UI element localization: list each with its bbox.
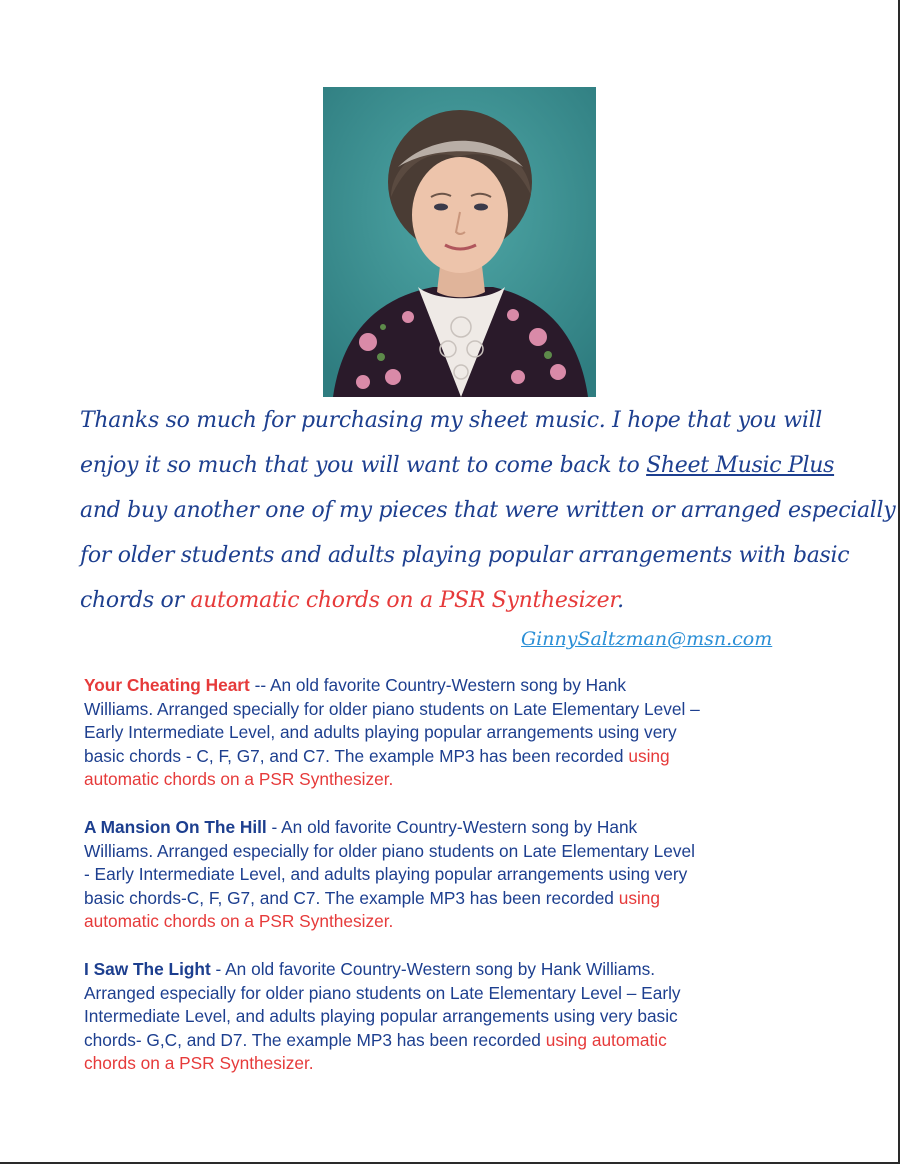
song-line-3: - Early Intermediate Level, and adults playing popular arrangements using very: [84, 864, 688, 884]
song-description: [84, 958, 814, 1076]
song-line-1: [84, 674, 814, 698]
song-line-4: [84, 887, 814, 911]
song-title: A Mansion On The Hill: [84, 817, 267, 837]
song-line-5: chords on a PSR Synthesizer.: [84, 1053, 314, 1073]
song-line-1-text: - An old favorite Country-Western song by Hank Williams.: [210, 959, 656, 979]
song-line-4-red: using automatic: [545, 1029, 667, 1050]
song-line-5: automatic chords on a PSR Synthesizer.: [84, 769, 394, 789]
intro-line-2-text: enjoy it so much that you will want to come back to: [80, 453, 647, 478]
song-line-4-text: chords- G,C, and D7. The example MP3 has been recorded: [84, 1029, 546, 1050]
song-line-3: Intermediate Level, and adults playing popular arrangements using very basic: [84, 1006, 678, 1026]
song-line-4: [84, 1029, 814, 1053]
sheet-music-plus-link[interactable]: Sheet Music Plus: [646, 453, 835, 478]
song-line-1: [84, 958, 814, 982]
song-line-5: automatic chords on a PSR Synthesizer.: [84, 911, 394, 931]
song-title: I Saw The Light: [84, 959, 211, 979]
song-line-3: Early Intermediate Level, and adults playing popular arrangements using very: [84, 722, 677, 742]
intro-line-5-text: chords or: [80, 588, 191, 613]
song-title: Your Cheating Heart: [84, 675, 250, 695]
song-line-4: [84, 745, 814, 769]
psr-synthesizer-highlight: automatic chords on a PSR Synthesizer: [190, 588, 618, 613]
intro-line-5: [80, 578, 840, 623]
intro-line-3: and buy another one of my pieces that were written or arranged especially: [80, 498, 896, 523]
song-line-4-text: basic chords - C, F, G7, and C7. The example MP3 has been recorded: [84, 745, 629, 766]
song-line-1-text: -- An old favorite Country-Western song by Hank: [249, 675, 626, 695]
author-portrait: [323, 87, 596, 397]
intro-line-4: for older students and adults playing popular arrangements with basic: [80, 543, 850, 568]
thank-you-message: [80, 398, 896, 623]
song-line-2: Arranged especially for older piano students on Late Elementary Level – Early: [84, 982, 681, 1003]
intro-line-2: [80, 443, 840, 488]
song-line-2: Williams. Arranged specially for older piano students on Late Elementary Level –: [84, 698, 700, 719]
song-description: [84, 674, 814, 792]
intro-line-1: Thanks so much for purchasing my sheet music. I hope that you will: [80, 408, 823, 433]
song-description: [84, 816, 814, 934]
song-line-4-red: using: [628, 745, 670, 766]
email-link[interactable]: GinnySaltzman@msn.com: [521, 628, 773, 650]
song-line-4-red: using: [618, 887, 661, 908]
song-line-1-text: - An old favorite Country-Western song by Hank: [266, 817, 638, 837]
intro-line-5-end: .: [617, 588, 624, 613]
song-line-4-text: basic chords-C, F, G7, and C7. The example MP3 has been recorded: [84, 887, 619, 908]
song-line-1: [84, 816, 814, 840]
song-line-2: Williams. Arranged especially for older piano students on Late Elementary Level: [84, 840, 695, 861]
